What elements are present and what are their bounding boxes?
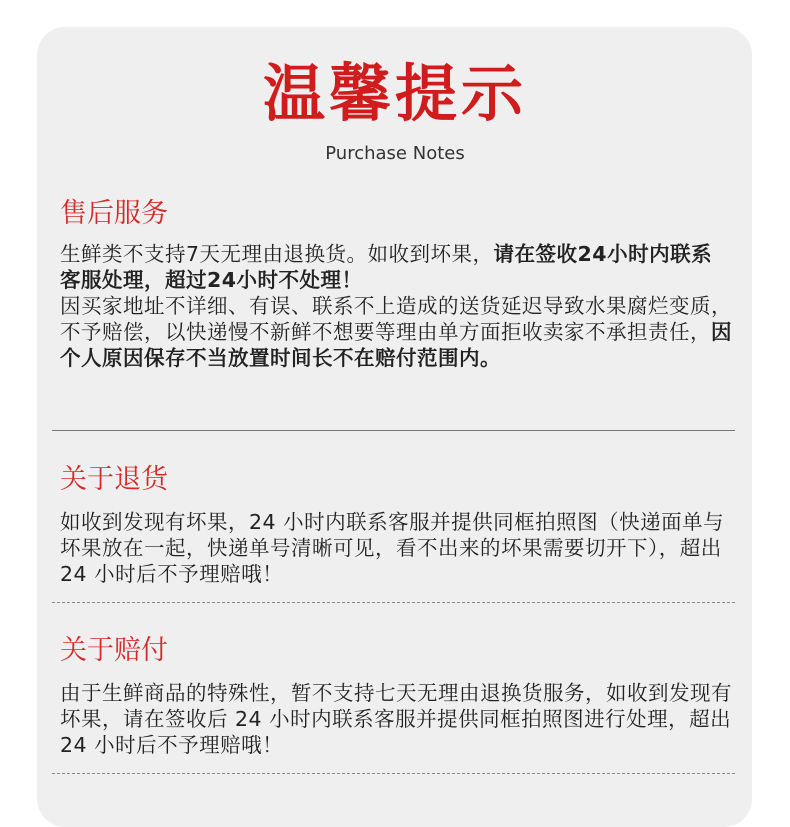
after-sales-text-1-bold: 请在签收24小时内联系客服处理，超过24小时不处理！ [60,242,713,292]
after-sales-text-2-bold: 因个人原因保存不当放置时间长不在赔付范围内。 [60,320,732,370]
section-text-after-sales [60,241,732,371]
section-title-after-sales: 售后服务 [60,198,168,229]
section-divider-dashed [52,602,735,603]
section-title-compensation: 关于赔付 [60,635,168,666]
after-sales-text-1: 生鲜类不支持7天无理由退换货。如收到坏果， [60,242,494,266]
page-title: 温馨提示 [262,57,527,130]
page-subtitle: Purchase Notes [325,143,465,164]
section-text-compensation: 由于生鲜商品的特殊性，暂不支持七天无理由退换货服务，如收到发现有坏果，请在签收后 24 小时内联系客服并提供同框拍照图进行处理，超出 24 小时后不予理赔哦！ [60,681,732,757]
after-sales-text-2: 因买家地址不详细、有误、联系不上造成的送货延迟导致水果腐烂变质，不予赔偿，以快递慢不新鲜不想要等理由单方面拒收卖家不承担责任， [60,294,732,344]
section-divider-dashed [52,773,735,774]
section-divider [52,430,735,431]
section-title-returns: 关于退货 [60,464,168,495]
section-text-returns: 如收到发现有坏果，24 小时内联系客服并提供同框拍照图（快递面单与坏果放在一起，快递单号清晰可见，看不出来的坏果需要切开下），超出 24 小时后不予理赔哦！ [60,510,725,586]
